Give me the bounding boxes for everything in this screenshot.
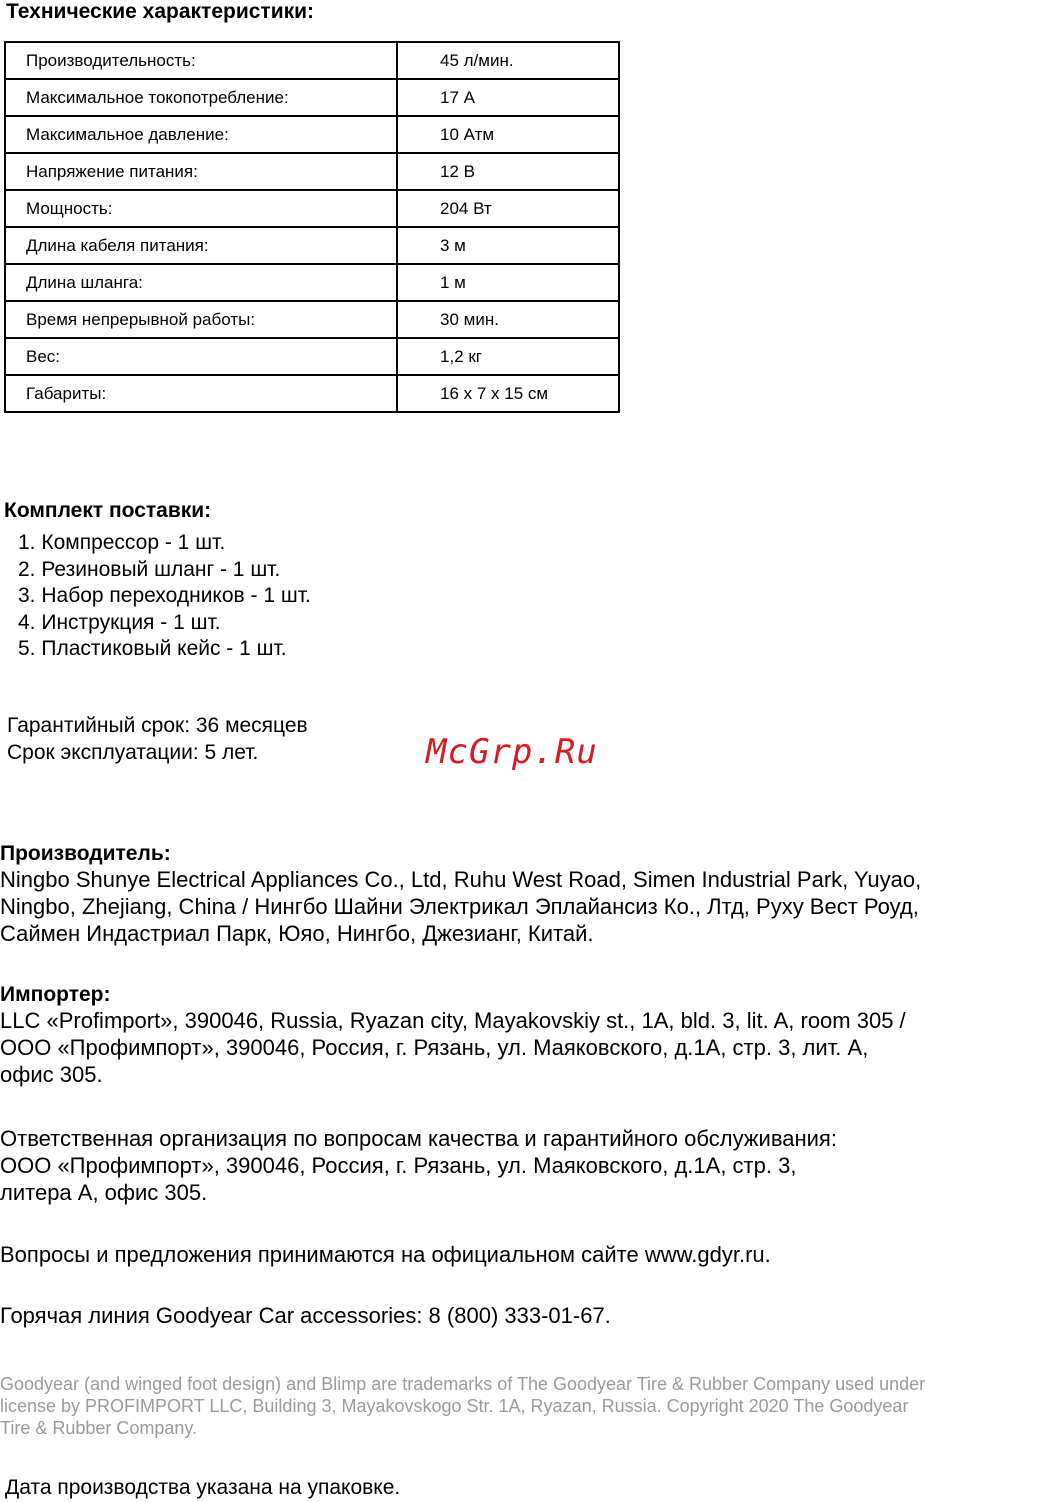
questions-note: Вопросы и предложения принимаются на официальном сайте www.gdyr.ru. (0, 1242, 771, 1267)
address-line: ООО «Профимпорт», 390046, Россия, г. Рязань, ул. Маяковского, д.1А, стр. 3, лит. А, (0, 1035, 869, 1060)
spec-label: Длина шланга: (5, 264, 397, 301)
spec-value: 45 л/мин. (397, 42, 619, 79)
address-line: LLC «Profimport», 390046, Russia, Ryazan city, Mayakovskiy st., 1A, bld. 3, lit. A, room 305 / (0, 1008, 906, 1033)
text-line: Ответственная организация по вопросам качества и гарантийного обслуживания: (0, 1126, 837, 1151)
spec-value: 17 А (397, 79, 619, 116)
responsible-organization (0, 1125, 837, 1206)
spec-label: Производительность: (5, 42, 397, 79)
spec-value: 10 Атм (397, 116, 619, 153)
list-item: 4. Инструкция - 1 шт. (18, 610, 221, 634)
spec-label: Длина кабеля питания: (5, 227, 397, 264)
list-item: 2. Резиновый шланг - 1 шт. (18, 557, 281, 581)
address-line: Ningbo Shunye Electrical Appliances Co., Ltd, Ruhu West Road, Simen Industrial Park, Yuyao, (0, 867, 922, 892)
list-item: 5. Пластиковый кейс - 1 шт. (18, 637, 287, 661)
spec-value: 204 Вт (397, 190, 619, 227)
spec-value: 1,2 кг (397, 338, 619, 375)
text-line: Tire & Rubber Company. (0, 1418, 198, 1438)
table-row (5, 301, 619, 338)
kit-list (18, 530, 311, 663)
specs-table (4, 41, 620, 413)
spec-value: 30 мин. (397, 301, 619, 338)
importer-title: Импортер: (0, 983, 111, 1006)
list-item: 3. Набор переходников - 1 шт. (18, 584, 311, 608)
spec-value: 12 В (397, 153, 619, 190)
spec-value: 16 х 7 х 15 см (397, 375, 619, 412)
table-row (5, 338, 619, 375)
specs-title: Технические характеристики: (6, 0, 315, 23)
table-row (5, 42, 619, 79)
kit-title: Комплект поставки: (4, 499, 212, 522)
manufacturer-address (0, 866, 921, 947)
importer-address (0, 1007, 906, 1088)
address-line: офис 305. (0, 1062, 103, 1087)
address-line: Ningbo, Zhejiang, China / Нингбо Шайни Электрикал Эплайансиз Ко., Лтд, Руху Вест Роуд, (0, 894, 919, 919)
address-line: Саймен Индастриал Парк, Юяо, Нингбо, Джезианг, Китай. (0, 921, 594, 946)
hotline: Горячая линия Goodyear Car accessories: 8 (800) 333-01-67. (0, 1303, 611, 1328)
text-line: ООО «Профимпорт», 390046, Россия, г. Рязань, ул. Маяковского, д.1А, стр. 3, (0, 1153, 797, 1178)
table-row (5, 190, 619, 227)
spec-label: Мощность: (5, 190, 397, 227)
spec-label: Время непрерывной работы: (5, 301, 397, 338)
table-row (5, 264, 619, 301)
spec-label: Максимальное токопотребление: (5, 79, 397, 116)
spec-value: 3 м (397, 227, 619, 264)
spec-value: 1 м (397, 264, 619, 301)
table-row (5, 116, 619, 153)
text-line: литера А, офис 305. (0, 1180, 208, 1205)
manufacturer-title: Производитель: (0, 842, 171, 865)
table-row (5, 375, 619, 412)
spec-label: Напряжение питания: (5, 153, 397, 190)
table-row (5, 153, 619, 190)
production-date-note: Дата производства указана на упаковке. (5, 1476, 401, 1499)
watermark: McGrp.Ru (426, 732, 598, 772)
warranty-period: Гарантийный срок: 36 месяцев (7, 714, 308, 737)
spec-label: Вес: (5, 338, 397, 375)
spec-label: Максимальное давление: (5, 116, 397, 153)
trademark-notice (0, 1373, 925, 1439)
text-line: license by PROFIMPORT LLC, Building 3, Mayakovskogo Str. 1A, Ryazan, Russia. Copyright 2020 The Goodyear (0, 1396, 909, 1416)
table-row (5, 227, 619, 264)
list-item: 1. Компрессор - 1 шт. (18, 531, 226, 554)
text-line: Goodyear (and winged foot design) and Blimp are trademarks of The Goodyear Tire & Rubber Company used under (0, 1374, 926, 1394)
table-row (5, 79, 619, 116)
spec-label: Габариты: (5, 375, 397, 412)
service-life: Срок эксплуатации: 5 лет. (7, 741, 259, 764)
